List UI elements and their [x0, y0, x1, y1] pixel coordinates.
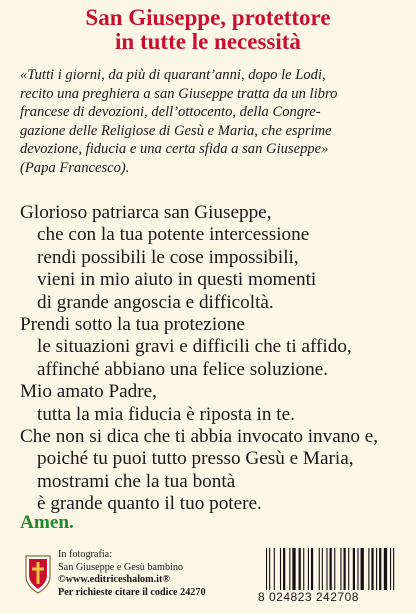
barcode-bar [303, 548, 304, 590]
barcode-bar [311, 548, 313, 590]
barcode-bar [390, 548, 391, 590]
barcode-bar [330, 548, 332, 590]
prayer-line: Glorioso patriarca san Giuseppe, [20, 202, 272, 223]
barcode-bar [322, 548, 323, 590]
barcode-digits: 8 024823 242708 [258, 590, 359, 604]
barcode-bar [371, 548, 373, 590]
barcode-bar [292, 548, 295, 590]
amen-text: Amen. [20, 512, 74, 533]
barcode-bar [368, 548, 369, 590]
quote-line: devozione, fiducia e una certa sfida a san Giuseppe» [20, 141, 329, 158]
photo-label: In fotografia: [58, 549, 113, 560]
barcode-bar [361, 548, 364, 590]
barcode-bar [353, 548, 355, 590]
barcode-bar [376, 548, 377, 590]
barcode-bar [326, 548, 327, 590]
barcode-bars [264, 548, 406, 590]
footer [0, 540, 416, 614]
prayer-line: vieni in mio aiuto in questi momenti [37, 269, 317, 291]
page-title [0, 6, 416, 54]
barcode-bar [340, 548, 341, 590]
prayer-line: Prendi sotto la tua protezione [20, 314, 245, 336]
prayer-line: rendi possibili le cose impossibili, [37, 246, 299, 268]
barcode-bar [384, 548, 387, 590]
quote-line: (Papa Francesco). [20, 159, 130, 176]
quote-line: recito una preghiera a san Giuseppe tratta da un libro [20, 85, 338, 102]
quote-line: «Tutti i giorni, da più di quarant’anni, dopo le Lodi, [20, 67, 326, 83]
prayer-line: tutta la mia fiducia è riposta in te. [37, 403, 295, 425]
barcode-bar [299, 548, 301, 590]
prayer-line: poiché tu puoi tutto presso Gesù e Maria, [37, 448, 354, 470]
prayer-line: che con la tua potente intercessione [37, 224, 310, 246]
barcode [258, 548, 408, 604]
barcode-bar [319, 548, 320, 590]
barcode-bar [274, 548, 275, 590]
title-line-1: San Giuseppe, protettore [85, 5, 331, 30]
barcode-bar [393, 548, 394, 590]
barcode-bar [357, 548, 358, 590]
order-code: Per richieste citare il codice 24270 [58, 586, 206, 598]
title-line-2: in tutte le necessità [115, 29, 301, 54]
barcode-bar [269, 548, 270, 590]
prayer-text [20, 202, 410, 516]
barcode-bar [280, 548, 281, 590]
quote-line: gazione delle Religiose di Gesù e Maria, che esprime [20, 122, 332, 139]
barcode-bar [308, 548, 309, 590]
barcode-bar [283, 548, 285, 590]
barcode-bar [334, 548, 335, 590]
prayer-line: di grande angoscia e difficoltà. [37, 291, 274, 313]
barcode-bar [266, 548, 267, 590]
barcode-bar [344, 548, 346, 590]
barcode-bar [348, 548, 349, 590]
publisher-shield-icon [24, 554, 52, 594]
prayer-line: Mio amato Padre, [20, 381, 157, 403]
prayer-line: le situazioni gravi e difficili che ti affido, [37, 336, 352, 358]
pope-quote [20, 66, 408, 178]
photo-subject: San Giuseppe e Gesù bambino [58, 561, 184, 573]
prayer-line: affinché abbiano una felice soluzione. [37, 358, 329, 380]
photo-credits [58, 549, 206, 599]
barcode-bar [289, 548, 290, 590]
prayer-line: Che non si dica che ti abbia invocato invano e, [20, 426, 379, 448]
prayer-line: è grande quanto il tuo potere. [37, 493, 262, 515]
quote-line: francese di devozioni, dell’ottocento, della Congre- [20, 104, 321, 121]
barcode-bar [379, 548, 381, 590]
publisher-website: ©www.editriceshalom.it® [58, 574, 170, 586]
prayer-line: mostrami che la tua bontà [37, 470, 236, 492]
